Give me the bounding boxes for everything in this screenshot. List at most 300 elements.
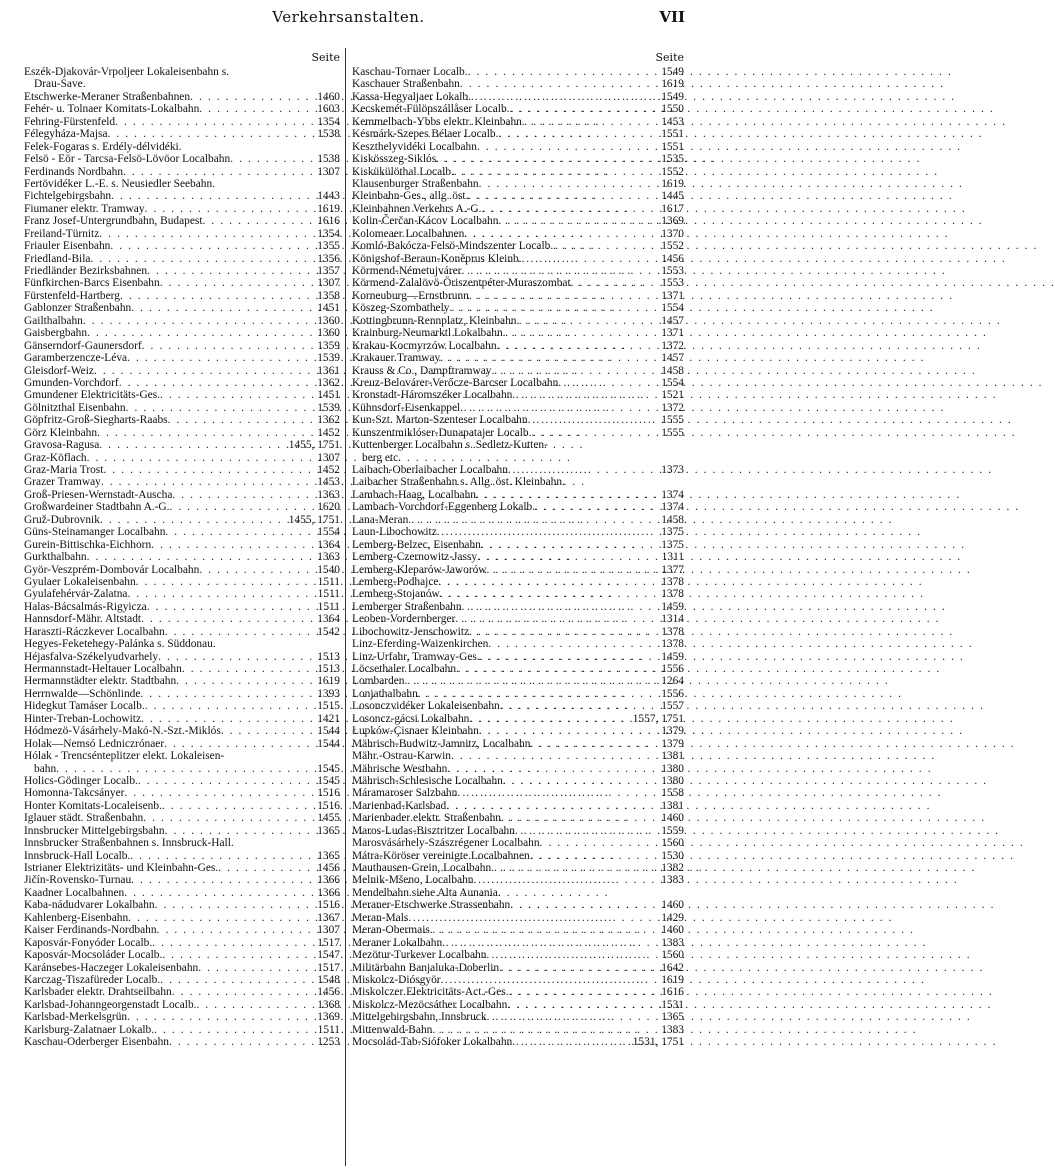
dot-leader <box>218 862 314 874</box>
index-entry <box>24 800 340 812</box>
entry-page: 1616 <box>661 986 684 999</box>
index-entry <box>352 688 684 700</box>
index-entry <box>352 452 684 464</box>
entry-page: 1619 <box>317 202 340 215</box>
entry-name: Kronstadt-Háromszéker Localbahn <box>352 389 513 402</box>
seite-label-right: Seite <box>655 51 684 64</box>
entry-name: Karánsebes-Haczeger Lokaleisenbahn <box>24 961 199 974</box>
dot-leader <box>510 899 658 911</box>
entry-page: 1365 <box>317 824 340 837</box>
index-entry <box>24 476 340 488</box>
index-entry <box>352 551 684 563</box>
index-entry <box>24 763 340 775</box>
entry-name: Kottingbrunn-Rennplatz, Kleinbahn <box>352 314 517 327</box>
dot-leader <box>108 128 315 140</box>
entry-page: 1459 <box>661 650 684 663</box>
dot-leader <box>469 713 629 725</box>
dot-leader <box>199 103 314 115</box>
dot-leader <box>87 327 314 339</box>
index-entry <box>24 514 340 526</box>
entry-name: Hinter-Treban-Lochowitz <box>24 712 142 725</box>
dot-leader <box>145 203 315 215</box>
entry-name: Garamberzencze-Léva <box>24 352 128 365</box>
entry-name: Königshof-Beraun-Konĕprus Kleinb. <box>352 252 522 265</box>
index-entry <box>24 91 340 103</box>
entry-name: Etschwerke-Meraner Straßenbahnen <box>24 90 191 103</box>
entry-name: Kahlenberg-Eisenbahn <box>24 911 129 924</box>
index-entry <box>352 812 684 824</box>
entry-page: 1361 <box>317 364 340 377</box>
index-entry <box>24 265 340 277</box>
index-entry <box>352 166 684 178</box>
entry-page: 1544 <box>317 725 340 738</box>
entry-page: 1378 <box>661 638 684 651</box>
entry-page: 1560 <box>661 949 684 962</box>
entry-name: Friedländer Bezirksbahnen <box>24 265 148 277</box>
index-entry <box>352 763 684 775</box>
entry-page: 1544 <box>317 737 340 750</box>
index-entry <box>24 912 340 924</box>
index-entry <box>352 924 684 936</box>
entry-name: Mittenwald-Bahn <box>352 1023 433 1036</box>
dot-leader <box>90 253 314 265</box>
entry-page: 1556 <box>661 663 684 675</box>
entry-page: 1513 <box>317 650 340 663</box>
dot-leader <box>190 91 314 103</box>
entry-page: 1375 <box>661 526 684 539</box>
entry-name: Mauthausen-Grein, Localbahn <box>352 862 492 874</box>
dot-leader <box>436 153 658 165</box>
entry-name: Keszthelyvidéki Localbahn <box>352 140 477 153</box>
dot-leader <box>498 128 658 140</box>
dot-leader <box>123 166 314 178</box>
index-entry <box>352 651 684 663</box>
index-entry <box>352 327 684 339</box>
dot-leader <box>457 787 658 799</box>
entry-page: 1530 <box>661 849 684 862</box>
entry-page: 1559 <box>661 824 684 837</box>
entry-page: 1381 <box>661 750 684 763</box>
entry-name: Lemberg-Belzec, Eisenbahn <box>352 538 481 551</box>
index-entry <box>24 937 340 949</box>
entry-name: Maros-Ludas-Bisztritzer Localbahn <box>352 824 515 837</box>
entry-name: Losoncz-gácsi Lokalbahn <box>352 712 470 725</box>
entry-name: Fertövidéker L.-E. s. Neusiedler Seebahn. <box>24 177 216 190</box>
dot-leader <box>455 613 658 625</box>
entry-name: Gleisdorf-Weiz <box>24 364 94 377</box>
entry-page: 1538 <box>317 153 340 166</box>
entry-name: Gyulafehérvár-Zalatna <box>24 588 128 601</box>
index-entry <box>24 588 340 600</box>
index-entry <box>352 800 684 812</box>
index-entry <box>24 501 340 513</box>
entry-page: 1554 <box>317 526 340 539</box>
index-entry <box>352 365 684 377</box>
entry-page: 1307 <box>317 924 340 937</box>
entry-page: 1451 <box>317 389 340 402</box>
index-entry <box>352 974 684 986</box>
dot-leader <box>170 501 315 513</box>
index-entry <box>24 874 340 886</box>
entry-page: 1560 <box>661 837 684 850</box>
dot-leader <box>138 775 314 787</box>
entry-name: Lana-Meran <box>352 513 409 526</box>
entry-name: Felsö - Eör - Tarcsa-Felsö-Lövöor Localbahn <box>24 153 231 166</box>
index-entry <box>352 725 684 737</box>
entry-page: 1455, 1751 <box>288 513 340 526</box>
entry-page: 1379 <box>661 737 684 750</box>
index-entry <box>352 141 684 153</box>
entry-page: 1363 <box>317 488 340 501</box>
entry-page: 1619 <box>661 78 684 91</box>
entry-page: 1452 <box>317 464 340 476</box>
entry-page: 1375 <box>661 538 684 551</box>
index-entry <box>352 190 684 202</box>
dot-leader <box>468 190 658 202</box>
entry-name: Gurein-Bittischka-Eichhorn <box>24 538 152 551</box>
dot-leader <box>162 949 314 961</box>
dot-leader <box>408 912 658 924</box>
entry-page: 1421 <box>317 712 340 725</box>
dot-leader <box>131 302 314 314</box>
dot-leader <box>160 277 315 289</box>
entry-page: 1393 <box>317 687 340 700</box>
entry-page: 1371 <box>661 327 684 340</box>
entry-page: 1378 <box>661 625 684 638</box>
index-entry <box>352 999 684 1011</box>
dot-leader <box>430 924 658 936</box>
index-entry <box>24 365 340 377</box>
entry-name: Korneuburg—Ernstbrunn <box>352 289 469 302</box>
entry-page: 1374 <box>661 501 684 514</box>
dot-leader <box>221 725 314 737</box>
dot-leader <box>522 116 658 128</box>
entry-name: Herrnwalde—Schönlinde <box>24 687 141 700</box>
index-entry <box>352 315 684 327</box>
dot-leader <box>510 103 659 115</box>
dot-leader <box>230 153 314 165</box>
entry-page: 1370 <box>661 227 684 240</box>
entry-page: 1359 <box>317 339 340 352</box>
dot-leader <box>162 800 314 812</box>
entry-page: 1460 <box>661 899 684 912</box>
dot-leader <box>553 240 658 252</box>
entry-name: Gruž-Dubrovnik <box>24 513 100 526</box>
entry-name: Gravosa-Ragusa <box>24 439 100 452</box>
entry-name: Györ-Veszprém-Dombovár Localbahn <box>24 563 200 576</box>
index-entry <box>352 501 684 513</box>
dot-leader <box>164 738 314 750</box>
entry-page: 1455, 1751 <box>288 439 340 452</box>
index-entry <box>352 253 684 265</box>
entry-page: 1452 <box>317 426 340 439</box>
dot-leader <box>408 514 658 526</box>
entry-name: Freiland-Türnitz <box>24 227 100 240</box>
entry-page: 1365 <box>317 849 340 862</box>
entry-page: 1371 <box>661 289 684 302</box>
index-entry <box>24 812 340 824</box>
entry-name: Militärbahn Banjaluka-Doberlin <box>352 961 500 974</box>
entry-page: 1545 <box>317 762 340 775</box>
entry-name: Meraner Lokalbahn <box>352 936 443 949</box>
entry-name: Miskolczer Elektricitäts-Act.-Ges. <box>352 986 509 999</box>
entry-page: 1362 <box>317 376 340 389</box>
index-entry <box>352 850 684 862</box>
entry-name: Klausenburger Straßenbahn <box>352 177 479 190</box>
dot-leader <box>111 190 314 202</box>
dot-leader <box>94 365 314 377</box>
dot-leader <box>155 899 315 911</box>
dot-leader <box>165 526 314 538</box>
dot-leader <box>120 290 314 302</box>
entry-page: 1552 <box>661 165 684 178</box>
entry-page: 1355 <box>317 240 340 253</box>
index-entry <box>352 539 684 551</box>
index-entry <box>24 78 340 90</box>
dot-leader <box>438 576 658 588</box>
entry-name: Mendelbahn siehe Alta Aunania. <box>352 886 501 899</box>
entry-page: 1369 <box>317 1011 340 1024</box>
entry-page: 1556 <box>661 687 684 700</box>
entry-name: Kaschauer Straßenbahn <box>352 78 460 91</box>
entry-name: Lambach-Haag, Localbahn <box>352 488 476 501</box>
entry-page: 1617 <box>661 202 684 215</box>
entry-name: Krakau-Kocmyrzów Localbahn <box>352 339 497 352</box>
dot-leader <box>499 962 658 974</box>
entry-name: Kunszentmiklóser-Dunapatajer Localb. <box>352 426 532 439</box>
dot-leader <box>145 700 314 712</box>
entry-page: 1545 <box>317 774 340 787</box>
entry-name: Eszék-Djakovár-Vrpoljeer Lokaleisenbahn s. <box>24 66 229 78</box>
entry-page: 1368 <box>317 998 340 1011</box>
index-entry <box>352 613 684 625</box>
dot-leader <box>487 564 659 576</box>
entry-page: 1535 <box>661 153 684 166</box>
entry-name: Lemberg-Kleparów-Jaworów <box>352 563 487 576</box>
index-entry <box>24 402 340 414</box>
entry-page: 1511 <box>317 600 340 613</box>
index-entry <box>24 253 340 265</box>
dot-leader <box>199 564 314 576</box>
entry-name: Haraszti-Ráczkever Localbahn <box>24 625 165 638</box>
entry-name: Máramaroser Salzbahn <box>352 787 458 800</box>
dot-leader <box>477 551 659 563</box>
dot-leader <box>461 265 658 277</box>
entry-name: Héjasfalva-Székelyudvarhely <box>24 650 159 663</box>
index-entry <box>352 700 684 712</box>
index-entry <box>352 825 684 837</box>
dot-leader <box>486 949 658 961</box>
index-entry <box>24 962 340 974</box>
dot-leader <box>151 539 314 551</box>
dot-leader <box>469 626 658 638</box>
entry-page: 1457 <box>661 314 684 327</box>
entry-name: Hólak - Trencsénteplitzer elekt. Lokaleisen- <box>24 750 225 763</box>
index-entry <box>24 452 340 464</box>
entry-name: Mähr.-Ostrau-Karwin <box>352 750 452 763</box>
entry-page: 1513 <box>317 663 340 675</box>
index-entry <box>352 626 684 638</box>
index-entry <box>24 240 340 252</box>
index-entry <box>24 638 340 650</box>
entry-name: Meran-Mals <box>352 911 409 924</box>
dot-leader <box>440 588 658 600</box>
entry-name: Karlsburg-Zalatnaer Lokalb. <box>24 1023 155 1036</box>
entry-name: Fünfkirchen-Barcs Eisenbahn <box>24 277 160 290</box>
dot-leader <box>441 974 659 986</box>
dot-leader <box>540 837 659 849</box>
entry-name: Linz-Urfahr, Tramway-Ges. <box>352 650 480 663</box>
dot-leader <box>154 1024 315 1036</box>
dot-leader <box>110 240 314 252</box>
dot-leader <box>101 476 314 488</box>
index-entry <box>24 128 340 140</box>
entry-name: Fiumaner elektr. Tramway <box>24 202 145 215</box>
left-column <box>24 50 340 1166</box>
dot-leader <box>503 775 658 787</box>
index-entry <box>352 1036 684 1048</box>
dot-leader <box>198 962 314 974</box>
index-entry <box>24 302 340 314</box>
entry-page: 1552 <box>661 240 684 253</box>
entry-page: 1511 <box>317 1023 340 1036</box>
dot-leader <box>528 414 659 426</box>
index-entry <box>24 153 340 165</box>
entry-name: Marosvásárhely-Szászrégener Localbahn <box>352 837 540 850</box>
index-entry <box>24 626 340 638</box>
dot-leader <box>535 501 658 513</box>
index-entry <box>352 962 684 974</box>
dot-leader <box>497 340 659 352</box>
dot-leader <box>479 725 658 737</box>
entry-name: Fehring-Fürstenfeld <box>24 115 116 128</box>
index-entry <box>352 265 684 277</box>
dot-leader <box>136 576 315 588</box>
seite-label-left: Seite <box>311 51 340 64</box>
index-entry <box>24 688 340 700</box>
dot-leader <box>127 1011 314 1023</box>
entry-name: Mittelgebirgsbahn, Innsbruck <box>352 1011 487 1024</box>
entry-name: Großwardeiner Stadtbahn A.-G. <box>24 501 170 514</box>
entry-name: Gablonzer Straßenbahn <box>24 302 132 315</box>
dot-leader <box>418 688 658 700</box>
index-entry <box>352 128 684 140</box>
entry-page: 1311 <box>661 551 684 564</box>
index-entry <box>352 937 684 949</box>
index-entry <box>352 228 684 240</box>
index-entry <box>24 439 340 451</box>
entry-page: 1511 <box>317 575 340 588</box>
entry-name: Graz-Köflach <box>24 451 87 464</box>
entry-page: 1374 <box>661 488 684 501</box>
entry-name: Meraner-Etschwerke Strassenbahn <box>352 899 511 912</box>
index-entry <box>24 924 340 936</box>
index-entry <box>24 713 340 725</box>
entry-page: 1619 <box>661 177 684 190</box>
entry-name: Franz Josef-Untergrundbahn, Budapest <box>24 215 203 228</box>
index-entry <box>24 1036 340 1048</box>
entry-page: 1517 <box>317 936 340 949</box>
entry-page: 1378 <box>661 588 684 601</box>
index-entry <box>24 116 340 128</box>
dot-leader <box>449 302 658 314</box>
entry-name: Gölnitzthal Eisenbahn <box>24 401 126 414</box>
entry-page: 1365 <box>661 1011 684 1024</box>
dot-leader <box>119 377 315 389</box>
entry-name: Kassa-Hegyaljaer Lokalb. <box>352 90 471 103</box>
entry-name: Friauler Eisenbahn <box>24 240 111 253</box>
page-title: Verkehrsanstalten. <box>272 8 425 26</box>
entry-page: 1531 <box>661 998 684 1011</box>
index-entry <box>352 302 684 314</box>
entry-name: Gänserndorf-Gaunersdorf <box>24 339 142 352</box>
dot-leader <box>508 464 658 476</box>
entry-page: 1539 <box>317 401 340 414</box>
dot-leader <box>124 887 314 899</box>
index-entry <box>352 638 684 650</box>
page-number: VII <box>659 8 685 26</box>
entry-name: Groß-Priesen-Wernstadt-Auscha <box>24 488 173 501</box>
dot-leader <box>530 850 658 862</box>
entry-page: 1553 <box>661 265 684 277</box>
entry-page: 1358 <box>317 289 340 302</box>
entry-page: 1360 <box>317 327 340 340</box>
index-entry <box>352 389 684 401</box>
dot-leader <box>160 389 314 401</box>
index-entry <box>352 91 684 103</box>
entry-page: 1619 <box>661 973 684 986</box>
dot-leader <box>447 763 658 775</box>
dot-leader <box>492 365 659 377</box>
index-entry <box>24 1011 340 1023</box>
index-entry <box>24 526 340 538</box>
index-entry <box>24 551 340 563</box>
entry-name: Kiskükülöthal Localb. <box>352 165 454 178</box>
dot-leader <box>473 874 658 886</box>
dot-leader <box>512 389 658 401</box>
dot-leader <box>142 340 315 352</box>
entry-name: Hermannstadt-Heltauer Localbahn <box>24 663 182 675</box>
entry-name: Kaposvár-Mocsoláder Localb. <box>24 949 163 962</box>
entry-page: 1360 <box>317 314 340 327</box>
entry-page: 1253 <box>317 1036 340 1049</box>
entry-name: Köszeg-Szombathely <box>352 302 450 315</box>
entry-page: 1383 <box>661 874 684 887</box>
dot-leader <box>157 924 315 936</box>
entry-name: Kuttenberger Localbahn s. Sedletz-Kutten- <box>352 439 548 452</box>
index-entry <box>352 887 684 899</box>
entry-name: Gaisbergbahn <box>24 327 88 340</box>
entry-name: Grazer Tramway <box>24 476 101 489</box>
entry-page: 1551 <box>661 128 684 141</box>
entry-page: 1366 <box>317 886 340 899</box>
index-entry <box>352 203 684 215</box>
entry-page: 1542 <box>317 625 340 638</box>
dot-leader <box>56 763 314 775</box>
entry-name: Kun-Szt. Marton-Szenteser Localbahn <box>352 414 528 427</box>
index-entry <box>352 290 684 302</box>
entry-page: 1553 <box>661 277 684 290</box>
entry-name: Karczag-Tiszafüreder Localb. <box>24 973 161 986</box>
entry-name: Kolin-Čerčan-Kácov Localbahn <box>352 215 499 228</box>
entry-name: Istrianer Elektrizitäts- und Kleinbahn-Ges. <box>24 862 219 874</box>
dot-leader <box>152 937 314 949</box>
index-entry <box>352 949 684 961</box>
entry-page: 1516 <box>317 787 340 800</box>
entry-page: 1551 <box>661 140 684 153</box>
dot-leader <box>522 253 659 265</box>
index-entry <box>352 526 684 538</box>
